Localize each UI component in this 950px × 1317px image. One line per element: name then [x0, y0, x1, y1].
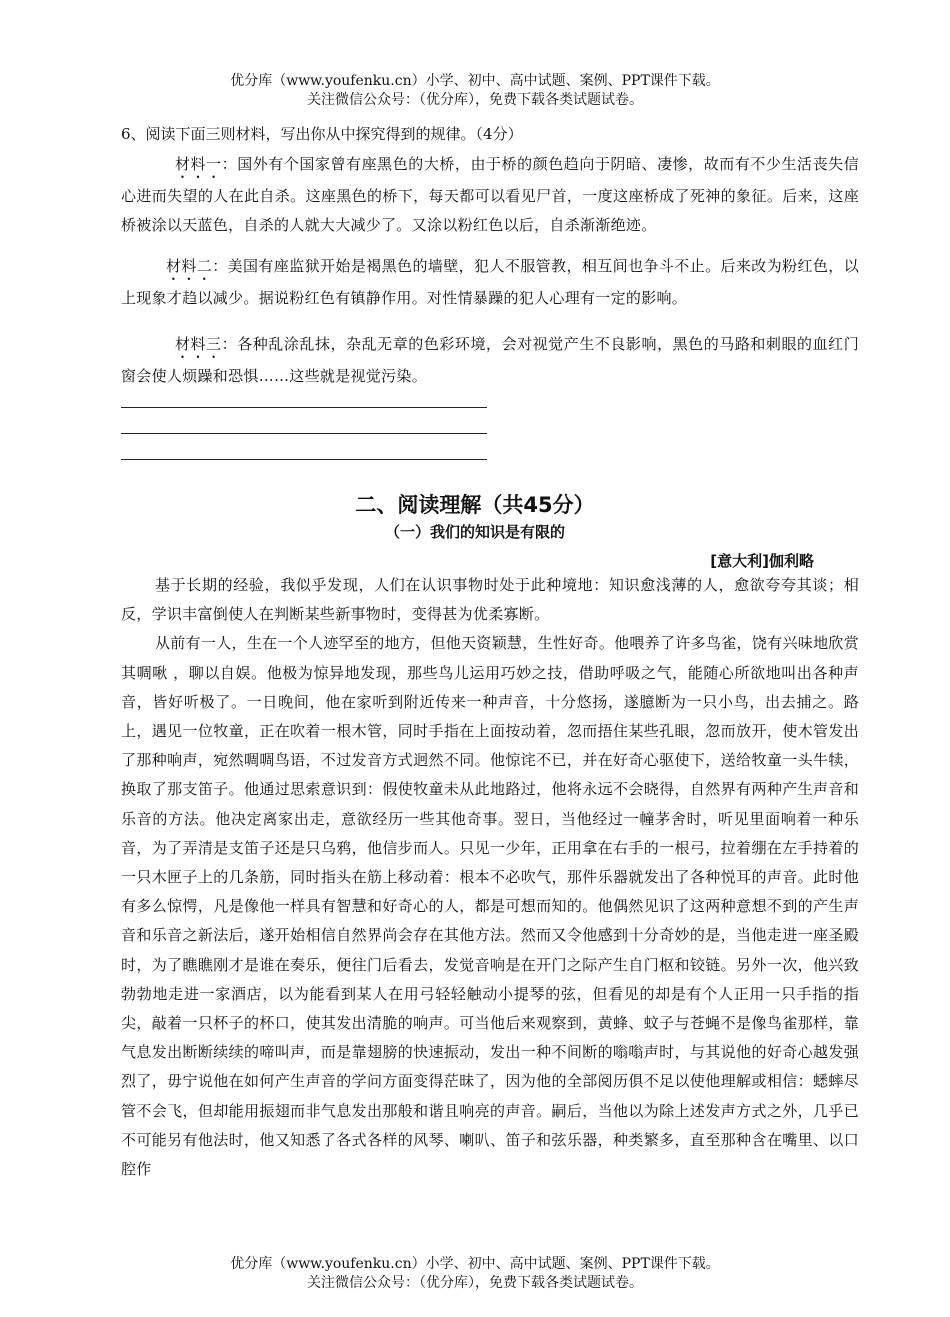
material-2: [121, 252, 859, 313]
material-1-label: 材料一: [175, 155, 222, 173]
passage-author: [意大利]伽利略: [710, 552, 814, 570]
footer-line-1: 优分库（www.youfenku.cn）小学、初中、高中试题、案例、PPT课件下载。: [230, 1256, 720, 1272]
answer-line[interactable]: [121, 407, 487, 408]
passage-paragraph-2: 从前有一人，生在一个人迹罕至的地方，但他天资颖慧，生性好奇。他喂养了许多鸟雀，饶有兴味地欣赏其啁啾 ，聊以自娱。他极为惊异地发现，那些鸟儿运用巧妙之技，借助呼吸之气，能随心所欲地叫出各种声音，皆好听极了。一日晚间，他在家听到附近传来一种声音，十分悠扬，遂臆断为一只小鸟，出去捕之。路上，遇见一位牧童，正在吹着一根木管，同时手指在上面按动着，忽而捂住某些孔眼，忽而放开，使木管发出了那种响声，宛然啁啁鸟语，不过发音方式迥然不同。他惊诧不已，并在好奇心驱使下，送给牧童一头牛犊，换取了那支笛子。他通过思索意识到：假使牧童未从此地路过，他将永远不会晓得，自然界有两种产生声音和乐音的方法。他决定离家出走，意欲经历一些其他奇事。翌日，当他经过一幢茅舍时，听见里面响着一种乐音，为了弄清是支笛子还是只乌鸦，他信步而人。只见一少年，正用拿在右手的一根弓，拉着绷在左手持着的一只木匣子上的几条筋，同时指头在筋上移动着：根本不必吹气，那件乐器就发出了各种悦耳的声音。此时他有多么惊愕，凡是像他一样具有智慧和好奇心的人，都是可想而知的。他偶然见识了这两种意想不到的产生声音和乐音之新法后，遂开始相信自然界尚会存在其他方法。然而又令他感到十分奇妙的是，当他走进一座圣殿时，为了瞧瞧刚才是谁在奏乐，便往门后看去，发觉音响是在开门之际产生自门枢和铰链。另外一次，他兴致勃勃地走进一家酒店，以为能看到某人在用弓轻轻触动小提琴的弦，但看见的却是有个人正用一只手指的指尖，敲着一只杯子的杯口，使其发出清脆的响声。可当他后来观察到，黄蜂、蚊子与苍蝇不是像鸟雀那样，靠气息发出断断续续的啼叫声，而是靠翅膀的快速振动，发出一种不间断的嗡嗡声时，与其说他的好奇心越发强烈了，毋宁说他在如何产生声音的学问方面变得茫昧了，因为他的全部阅历俱不足以使他理解或相信：蟋蟀尽管不会飞，但却能用振翅而非气息发出那般和谐且响亮的声音。嗣后，当他以为除上述发声方式之外，几乎已不可能另有他法时，他又知悉了各式各样的风琴、喇叭、笛子和弦乐器，种类繁多，直至那种含在嘴里、以口腔作: [121, 634, 859, 1179]
material-2-label: 材料二: [166, 257, 213, 275]
material-3: [121, 330, 859, 391]
page-footer: [0, 1255, 950, 1293]
header-line-1: 优分库（www.youfenku.cn）小学、初中、高中试题、案例、PPT课件下载。: [230, 73, 720, 89]
material-3-label: 材料三: [175, 335, 222, 353]
answer-line[interactable]: [121, 459, 487, 460]
passage-paragraph-1: 基于长期的经验，我似乎发现，人们在认识事物时处于此种境地：知识愈浅薄的人，愈欲夸夸其谈；相反，学识丰富倒使人在判断某些新事物时，变得甚为优柔寡断。: [121, 576, 859, 624]
header-line-2: 关注微信公众号：（优分库），免费下载各类试题试卷。: [307, 92, 643, 108]
passage-title: （一）我们的知识是有限的: [384, 523, 565, 541]
footer-line-2: 关注微信公众号：（优分库），免费下载各类试题试卷。: [307, 1275, 643, 1291]
page-header: [0, 72, 950, 110]
passage-body: [121, 571, 859, 1184]
material-2-text: ：美国有座监狱开始是褐黑色的墙壁，犯人不服管教，相互间也争斗不止。后来改为粉红色，以上现象才趋以减少。据说粉红色有镇静作用。对性情暴躁的犯人心理有一定的影响。: [121, 257, 860, 307]
material-3-text: ：各种乱涂乱抹，杂乱无章的色彩环境，会对视觉产生不良影响，黑色的马路和刺眼的血红门窗会使人烦躁和恐惧……这些就是视觉污染。: [121, 335, 859, 385]
answer-line[interactable]: [121, 433, 487, 434]
material-1: [121, 150, 859, 240]
material-1-text: ：国外有个国家曾有座黑色的大桥，由于桥的颜色趋向于阴暗、凄惨，故而有不少生活丧失信心进而失望的人在此自杀。这座黑色的桥下，每天都可以看见尸首，一度这座桥成了死神的象征。后来，这座桥被涂以天蓝色，自杀的人就大大减少了。又涂以粉红色以后，自杀渐渐绝迹。: [121, 155, 859, 234]
question-6-prompt: 6、阅读下面三则材料，写出你从中探究得到的规律。（4分）: [121, 125, 523, 143]
section-title: 二、阅读理解（共45分）: [355, 493, 595, 517]
